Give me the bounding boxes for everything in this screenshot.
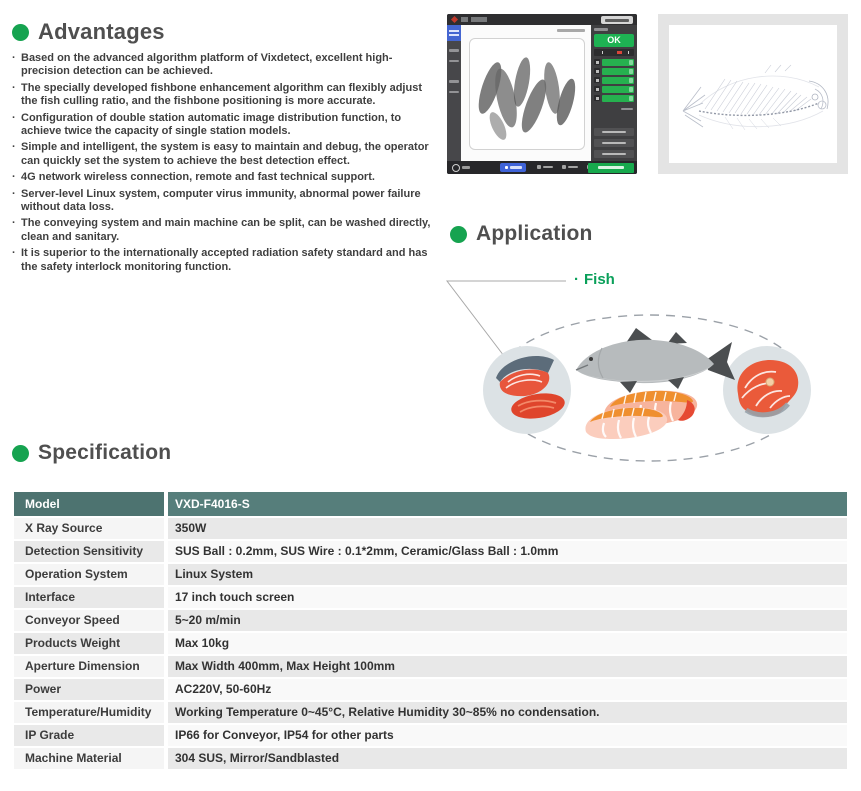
toggle-icon <box>594 68 600 74</box>
table-row <box>14 725 847 746</box>
start-button <box>588 163 634 173</box>
row-label-cell: Interface <box>14 587 164 608</box>
table-row <box>14 748 847 769</box>
list-item <box>12 217 440 244</box>
table-row <box>14 541 847 562</box>
table-row <box>14 518 847 539</box>
bullet: · <box>12 247 16 260</box>
list-item <box>12 82 440 109</box>
xray-image-canvas <box>461 25 591 161</box>
tab-button <box>562 165 578 169</box>
row-label-cell: Products Weight <box>14 633 164 654</box>
bullet: · <box>12 81 16 94</box>
list-item <box>12 247 440 274</box>
bullet: · <box>12 187 16 200</box>
row-label-cell: IP Grade <box>14 725 164 746</box>
table-row <box>14 587 847 608</box>
advantage-text: Server-level Linux system, computer virus immunity, abnormal power failure without data loss. <box>21 187 421 214</box>
row-label-cell: Temperature/Humidity <box>14 702 164 723</box>
sidebar-item-active <box>447 25 461 41</box>
row-value-cell: 350W <box>168 518 847 539</box>
bullet: · <box>574 271 579 288</box>
advantage-text: The conveying system and main machine can be split, can be washed directly, clean and sanitary. <box>21 217 431 243</box>
brand-logo-icon <box>451 16 458 23</box>
bullet: · <box>12 171 16 184</box>
row-value-cell: 304 SUS, Mirror/Sandblasted <box>168 748 847 769</box>
green-level-bar <box>602 86 634 93</box>
screen-sidebar <box>447 25 461 161</box>
green-level-bar <box>602 59 634 66</box>
header-value-cell: VXD-F4016-S <box>168 492 847 516</box>
screen-title-text-block <box>605 19 629 22</box>
row-label-cell: Detection Sensitivity <box>14 541 164 562</box>
bullet: · <box>12 141 16 154</box>
row-value-cell: AC220V, 50-60Hz <box>168 679 847 700</box>
list-item <box>12 52 440 79</box>
tab-button <box>537 165 553 169</box>
parameter-row <box>594 59 634 66</box>
toggle-icon <box>594 95 600 101</box>
level-meter <box>594 49 634 56</box>
advantage-text: 4G network wireless connection, remote and fast technical support. <box>21 171 375 184</box>
parameter-row <box>594 77 634 84</box>
advantages-heading <box>12 19 165 45</box>
meter-marker <box>617 51 622 54</box>
row-value-cell: SUS Ball : 0.2mm, SUS Wire : 0.1*2mm, Ceramic/Glass Ball : 1.0mm <box>168 541 847 562</box>
table-header-row <box>14 492 847 516</box>
parameter-row <box>594 95 634 102</box>
fish-skeleton-drawing <box>669 25 837 163</box>
bullet: · <box>12 52 16 64</box>
advantage-text: Simple and intelligent, the system is easy to maintain and debug, the operator can quickly set the system to achieve the best detection effect. <box>21 141 429 167</box>
row-value-cell: Max 10kg <box>168 633 847 654</box>
image-caption-block <box>557 29 585 32</box>
row-label-cell: Conveyor Speed <box>14 610 164 631</box>
green-dot-icon <box>12 445 29 462</box>
power-icon <box>452 164 460 172</box>
green-level-bar <box>602 68 634 75</box>
bullet: · <box>12 111 16 124</box>
small-label-block <box>621 108 633 111</box>
advantages-title: Advantages <box>38 19 165 44</box>
table-row <box>14 656 847 677</box>
list-item <box>12 141 440 168</box>
specification-table <box>14 492 847 771</box>
table-row <box>14 702 847 723</box>
salmon-fillets-art <box>585 391 697 439</box>
green-dot-icon <box>12 24 29 41</box>
machine-ui-screenshot <box>447 14 637 174</box>
row-value-cell: IP66 for Conveyor, IP54 for other parts <box>168 725 847 746</box>
sidebar-item <box>449 91 459 94</box>
list-item <box>12 112 440 139</box>
callout-line <box>447 281 566 356</box>
specification-title: Specification <box>38 441 172 464</box>
sidebar-item <box>449 60 459 63</box>
screen-bottom-bar <box>447 161 637 174</box>
panel-spacer <box>594 104 634 126</box>
menu-icon <box>461 17 468 22</box>
xray-skeleton-image <box>669 25 837 163</box>
parameter-row <box>594 86 634 93</box>
toggle-icon <box>594 59 600 65</box>
row-label-cell: Power <box>14 679 164 700</box>
advantage-text: Configuration of double station automatic image distribution function, to achieve twice the capacity of single station models. <box>21 111 402 138</box>
green-level-bar <box>602 77 634 84</box>
green-dot-icon <box>450 226 467 243</box>
row-value-cell: 5~20 m/min <box>168 610 847 631</box>
panel-label-block <box>594 28 608 31</box>
whole-salmon-art <box>576 328 735 393</box>
application-item-fish <box>574 271 615 288</box>
application-title: Application <box>476 222 593 245</box>
toggle-icon <box>594 86 600 92</box>
row-value-cell: Max Width 400mm, Max Height 100mm <box>168 656 847 677</box>
fish-fillets-xray <box>470 39 584 149</box>
row-label-cell: X Ray Source <box>14 518 164 539</box>
row-value-cell: 17 inch touch screen <box>168 587 847 608</box>
table-row <box>14 564 847 585</box>
advantage-text: It is superior to the internationally accepted radiation safety standard and has the safety interlock monitoring function. <box>21 247 428 273</box>
row-label-cell: Operation System <box>14 564 164 585</box>
application-heading <box>450 222 593 246</box>
application-illustration <box>440 270 861 475</box>
xray-skeleton-frame <box>658 14 848 174</box>
table-row <box>14 679 847 700</box>
fish-application-art <box>440 270 861 470</box>
table-row <box>14 610 847 631</box>
panel-button <box>594 128 634 136</box>
ok-status-button: OK <box>594 34 634 47</box>
meter-tick <box>602 51 603 54</box>
screen-title-chip <box>601 16 633 24</box>
parameter-row <box>594 68 634 75</box>
sidebar-item <box>449 80 459 83</box>
screen-top-bar <box>447 14 637 25</box>
advantage-text: The specially developed fishbone enhancement algorithm can flexibly adjust the fish culling ratio, and the fishbone positioning is more accurate. <box>21 81 422 108</box>
table-row <box>14 633 847 654</box>
list-item <box>12 171 440 184</box>
header-label-cell: Model <box>14 492 164 516</box>
toggle-icon <box>594 77 600 83</box>
row-value-cell: Working Temperature 0~45°C, Relative Humidity 30~85% no condensation. <box>168 702 847 723</box>
power-label-block <box>462 166 470 169</box>
row-value-cell: Linux System <box>168 564 847 585</box>
screen-right-panel <box>591 25 637 161</box>
meter-tick <box>628 51 629 54</box>
specification-heading <box>12 441 171 465</box>
advantages-list <box>12 52 440 277</box>
status-text-block <box>471 17 487 22</box>
active-tab-button <box>500 163 526 172</box>
row-label-cell: Machine Material <box>14 748 164 769</box>
bullet: · <box>12 217 16 230</box>
fillet-tray-image <box>469 38 585 150</box>
panel-button <box>594 150 634 158</box>
green-level-bar <box>602 95 634 102</box>
sidebar-item <box>449 49 459 52</box>
fish-label-text: Fish <box>584 271 615 288</box>
row-label-cell: Aperture Dimension <box>14 656 164 677</box>
panel-button <box>594 139 634 147</box>
advantage-text: Based on the advanced algorithm platform of Vixdetect, excellent high-precision detection can be achieved. <box>21 52 393 78</box>
list-item <box>12 188 440 215</box>
